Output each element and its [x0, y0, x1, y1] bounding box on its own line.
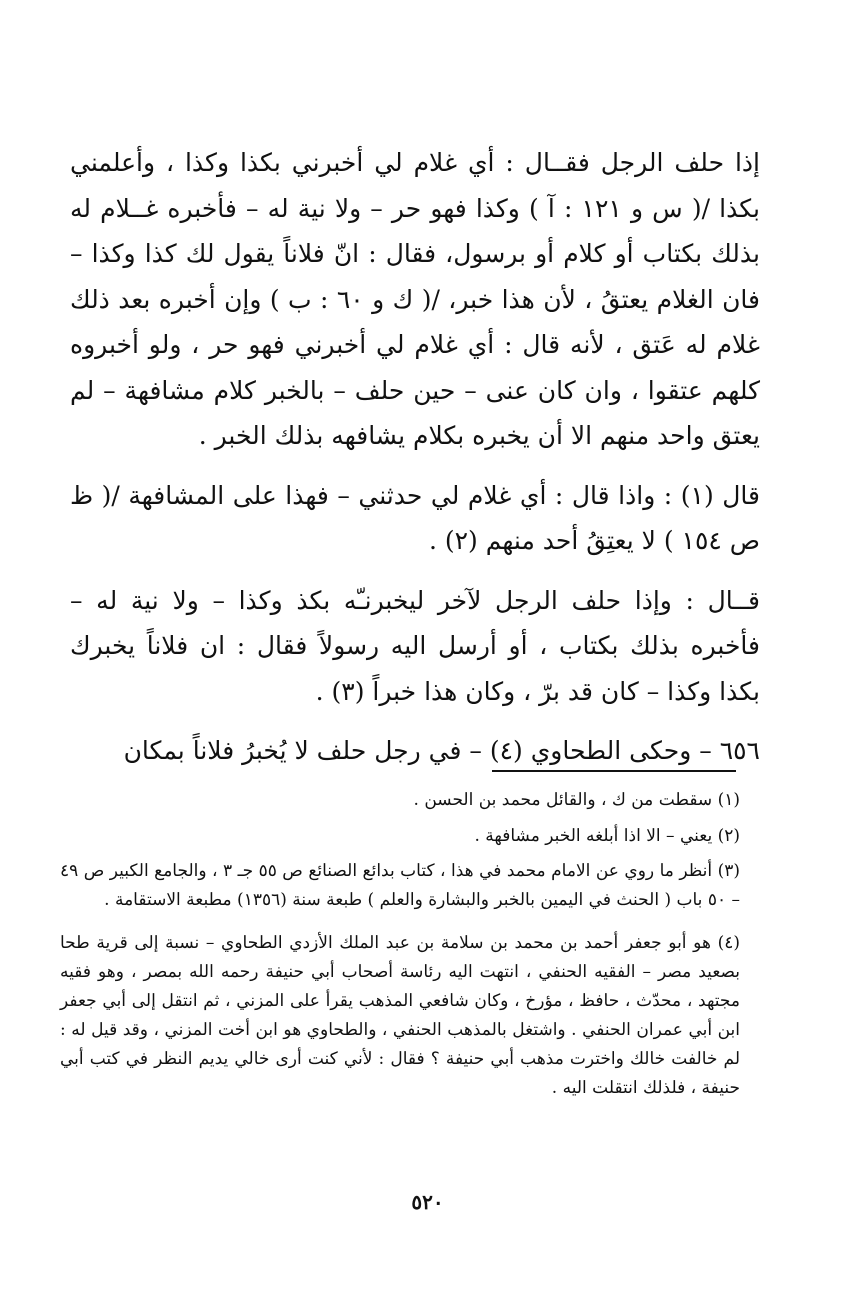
footnote-3: (٣) أنظر ما روي عن الامام محمد في هذا ، كتاب بدائع الصنائع ص ٥٥ جـ ٣ ، والجامع الكبير ص ٤٩ – ٥٠ باب ( الحنث في اليمين بالخبر والبشارة والعلم ) طبعة سنة (١٣٥٦) مطبعة الاستقامة . — [60, 861, 740, 910]
footnote-4: (٤) هو أبو جعفر أحمد بن محمد بن سلامة بن عبد الملك الأزدي الطحاوي – نسبة إلى قرية طحا بصعيد مصر – الفقيه الحنفي ، انتهت اليه رئاسة أصحاب أبي حنيفة رحمه الله بمصر ، وهو فقيه مجتهد ، محدّث ، حافظ ، مؤرخ ، وكان شافعي المذهب يقرأ على المزني ، ثم انتقل إلى أبي جعفر ابن أبي عمران الحنفي . واشتغل بالمذهب الحنفي ، والطحاوي هو ابن أخت المزني ، وقد قيل له : لم خالفت خالك واخترت مذهب أبي حنيفة ؟ فقال : لأني كنت أرى خالي يديم النظر في كتب أبي حنيفة ، فلذلك انتقلت اليه . — [60, 933, 740, 1098]
footnote-divider — [492, 770, 736, 772]
paragraph-4: ٦٥٦ – وحكى الطحاوي (٤) – في رجل حلف لا يُخبرُ فلاناً بمكان — [123, 736, 760, 765]
footnote-2: (٢) يعني – الا اذا أبلغه الخبر مشافهة . — [474, 826, 740, 846]
paragraph-3: قــال : وإذا حلف الرجل لآخر ليخبرنـّه بكذ وكذا – ولا نية له – فأخبره بذلك بكتاب ، أو أرسل اليه رسولاً فقال : ان فلاناً يخبرك بكذا وكذا – كان قد برّ ، وكان هذا خبراً (٣) . — [70, 585, 760, 706]
page-number: ٥٢٠ — [411, 1190, 444, 1214]
main-text — [70, 140, 760, 774]
paragraph-1: إذا حلف الرجل فقــال : أي غلام لي أخبرني بكذا وكذا ، وأعلمني بكذا /( س و ١٢١ : آ ) وكذا فهو حر – ولا نية له – فأخبره غــلام له بذلك بكتاب أو كلام أو برسول، فقال : انّ فلاناً يقول لك كذا وكذا – فان الغلام يعتقُ ، لأن هذا خبر، /( ك و ٦٠ : ب ) وإن أخبره بعد ذلك غلام له عَتق ، لأنه قال : أي غلام لي أخبرني فهو حر ، ولو أخبروه كلهم عتقوا ، وان كان عنى – حين حلف – بالخبر كلام مشافهة – لم يعتق واحد منهم الا أن يخبره بكلام يشافهه بذلك الخبر . — [70, 148, 761, 450]
paragraph-2: قال (١) : واذا قال : أي غلام لي حدثني – فهذا على المشافهة /( ظ ص ١٥٤ ) لا يعتِقُ أحد منهم (٢) . — [70, 480, 760, 555]
footnotes — [60, 782, 740, 1103]
footnote-1: (١) سقطت من ك ، والقائل محمد بن الحسن . — [413, 790, 740, 810]
